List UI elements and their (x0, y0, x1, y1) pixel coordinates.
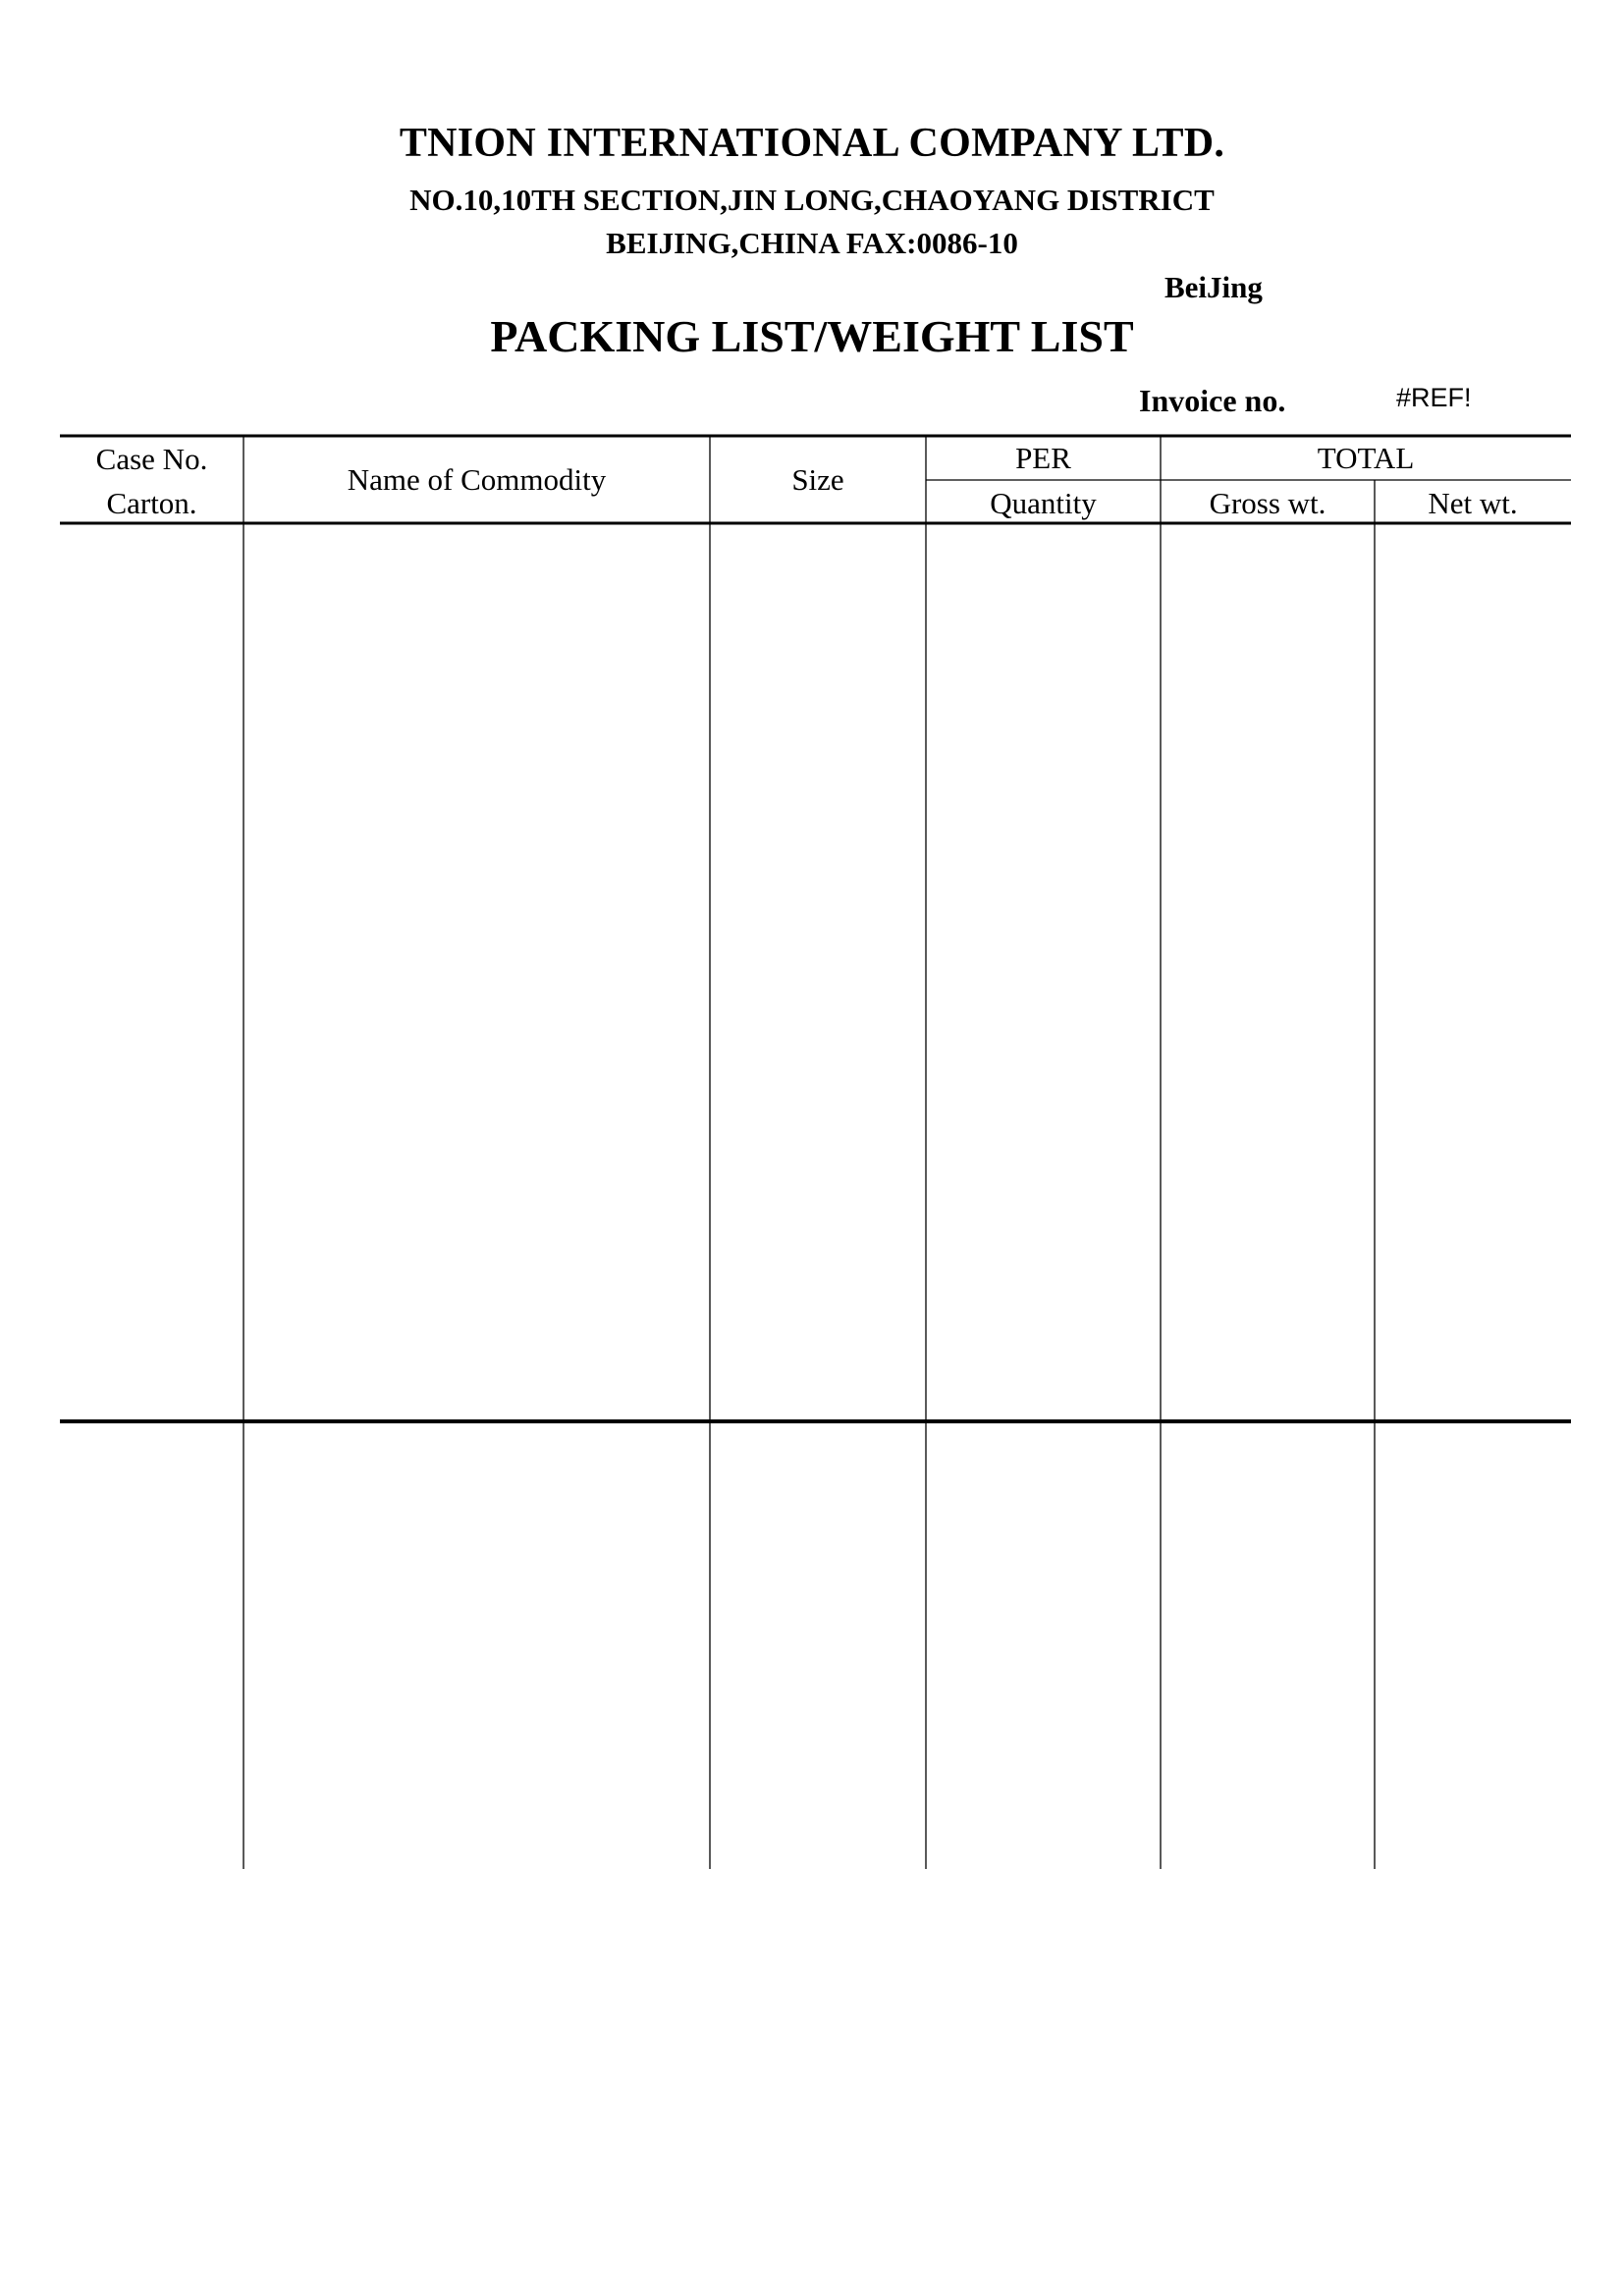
header-commodity: Name of Commodity (347, 462, 607, 497)
invoice-number-value: #REF! (1396, 383, 1472, 412)
address-line-2: BEIJING,CHINA FAX:0086-10 (606, 226, 1018, 260)
header-total: TOTAL (1317, 441, 1415, 475)
company-name: TNION INTERNATIONAL COMPANY LTD. (399, 121, 1225, 166)
header-quantity: Quantity (990, 486, 1097, 520)
header-per: PER (1015, 441, 1071, 475)
address-line-1: NO.10,10TH SECTION,JIN LONG,CHAOYANG DISTRICT (409, 183, 1215, 217)
document-city: BeiJing (1164, 270, 1263, 304)
header-net-wt: Net wt. (1428, 486, 1518, 520)
header-case-no: Case No. (95, 442, 208, 476)
header-carton: Carton. (106, 486, 197, 520)
header-size: Size (791, 462, 844, 497)
document-title: PACKING LIST/WEIGHT LIST (490, 311, 1134, 361)
header-gross-wt: Gross wt. (1209, 486, 1326, 520)
invoice-number-label: Invoice no. (1139, 383, 1286, 418)
